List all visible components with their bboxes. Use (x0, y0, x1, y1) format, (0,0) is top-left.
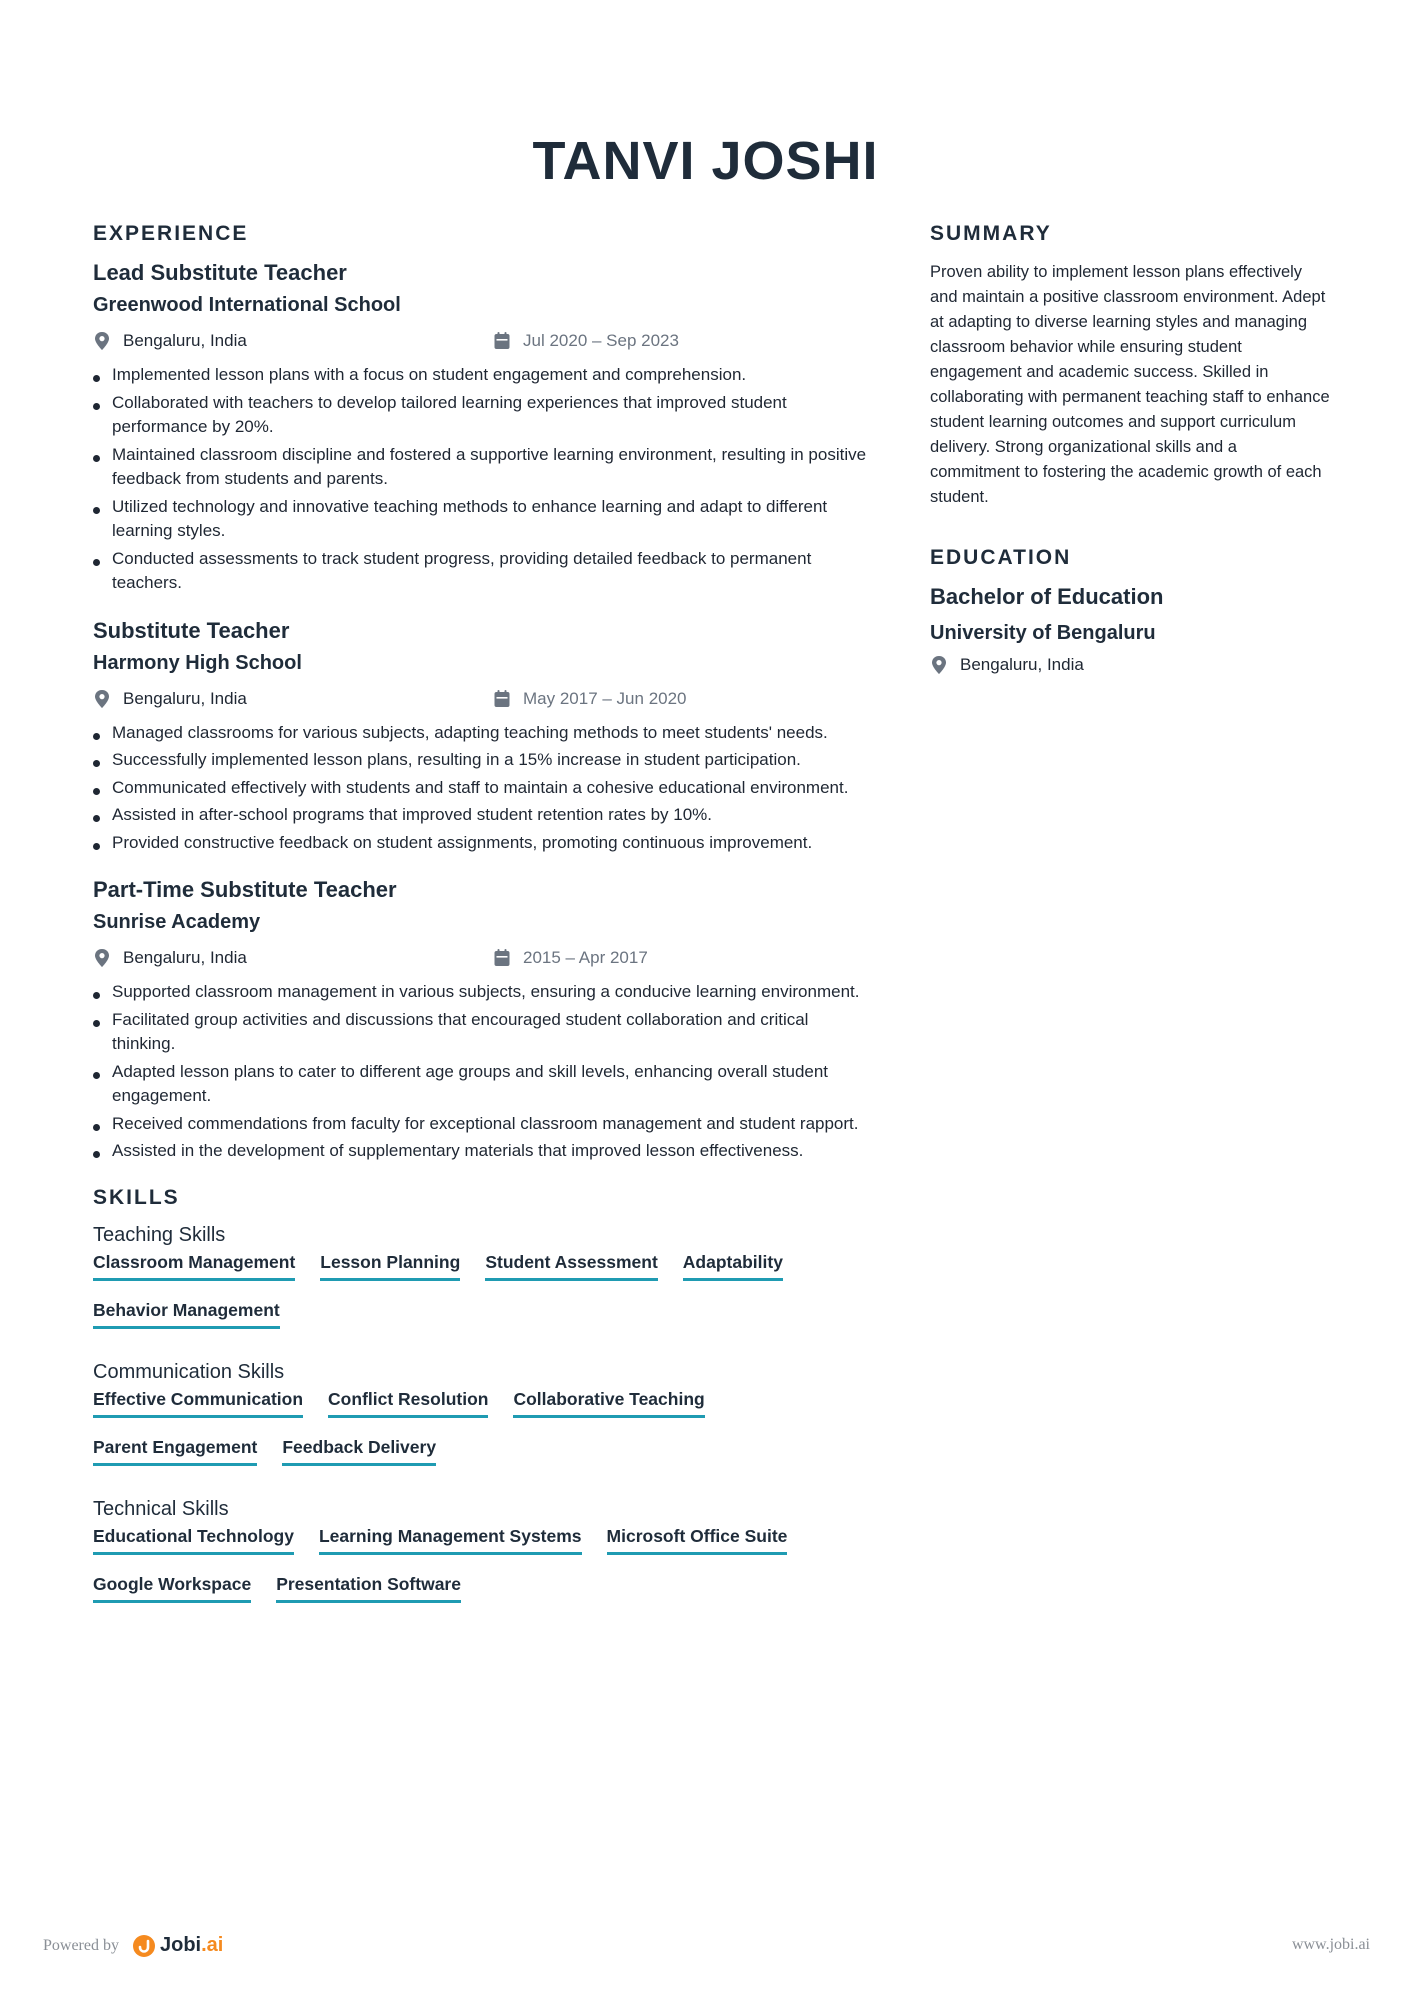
job-entry (93, 877, 873, 1164)
job-bullet: Managed classrooms for various subjects, adapting teaching methods to meet students' needs. (93, 721, 873, 746)
summary-heading: SUMMARY (930, 222, 1052, 245)
skill-tag: Feedback Delivery (282, 1436, 436, 1466)
job-dates-text: 2015 – Apr 2017 (523, 948, 648, 967)
skill-tag: Classroom Management (93, 1251, 295, 1281)
job-dates-text: May 2017 – Jun 2020 (523, 688, 687, 708)
job-meta (93, 948, 873, 972)
job-location (93, 948, 247, 968)
skill-group-title: Communication Skills (93, 1360, 285, 1383)
job-location (93, 331, 247, 351)
skill-tag: Behavior Management (93, 1299, 280, 1329)
job-bullet: Assisted in the development of supplementary materials that improved lesson effectiveness. (93, 1139, 873, 1164)
location-pin-icon (93, 331, 111, 351)
job-meta (93, 331, 873, 355)
job-bullet: Adapted lesson plans to cater to different age groups and skill levels, enhancing overall student engagement. (93, 1060, 873, 1109)
education-school: University of Bengaluru (930, 622, 1156, 644)
job-bullet: Conducted assessments to track student progress, providing detailed feedback to permanent teachers. (93, 547, 873, 596)
calendar-icon (493, 948, 511, 968)
skill-tags (93, 1525, 873, 1621)
education-location-text: Bengaluru, India (960, 655, 1084, 674)
job-dates-text: Jul 2020 – Sep 2023 (523, 331, 679, 350)
skill-tags (93, 1251, 873, 1347)
job-bullet: Successfully implemented lesson plans, resulting in a 15% increase in student participation. (93, 748, 873, 773)
job-bullets (93, 363, 873, 596)
job-location-text: Bengaluru, India (123, 688, 247, 708)
skill-tag: Effective Communication (93, 1388, 303, 1418)
job-company: Sunrise Academy (93, 911, 261, 933)
job-bullet: Facilitated group activities and discussions that encouraged student collaboration and critical thinking. (93, 1008, 873, 1057)
skills-section (93, 1186, 873, 1621)
experience-heading: EXPERIENCE (93, 222, 249, 245)
job-dates (493, 689, 687, 709)
skill-group (93, 1224, 873, 1347)
skill-groups (93, 1224, 873, 1621)
job-bullet: Utilized technology and innovative teaching methods to enhance learning and adapt to different learning styles. (93, 495, 873, 544)
summary-text: Proven ability to implement lesson plans effectively and maintain a positive classroom environment. Adept at adapting to diverse learning styles and managing classroom behavior while ensuring student engagement and academic success. Skilled in collaborating with permanent teaching staff to enhance student learning outcomes and support curriculum delivery. Strong organizational skills and a commitment to fostering the academic growth of each student. (930, 263, 1330, 506)
website-link[interactable]: www.jobi.ai (1291, 1936, 1370, 1953)
skill-tag: Parent Engagement (93, 1436, 257, 1466)
skill-tag: Learning Management Systems (319, 1525, 582, 1555)
skill-tag: Educational Technology (93, 1525, 294, 1555)
job-bullet: Supported classroom management in various subjects, ensuring a conducive learning environment. (93, 980, 873, 1005)
skill-tag: Adaptability (683, 1251, 783, 1281)
job-bullet: Maintained classroom discipline and fostered a supportive learning environment, resulting in positive feedback from students and parents. (93, 443, 873, 492)
skill-tag: Conflict Resolution (328, 1388, 488, 1418)
education-location (930, 655, 1330, 675)
job-bullet: Assisted in after-school programs that improved student retention rates by 10%. (93, 803, 873, 828)
job-bullet: Communicated effectively with students and staff to maintain a cohesive educational environment. (93, 776, 873, 801)
location-pin-icon (93, 689, 111, 709)
skill-tags (93, 1388, 873, 1484)
right-column (930, 222, 1330, 675)
experience-list (93, 260, 873, 1164)
job-bullets (93, 980, 873, 1164)
jobi-logo-text[interactable] (160, 1934, 223, 1957)
job-bullets (93, 721, 873, 856)
job-company: Greenwood International School (93, 294, 401, 316)
job-bullet: Provided constructive feedback on student assignments, promoting continuous improvement. (93, 831, 873, 856)
skill-group (93, 1361, 873, 1484)
job-location-text: Bengaluru, India (123, 948, 247, 967)
skill-group (93, 1498, 873, 1621)
skill-tag: Google Workspace (93, 1573, 251, 1603)
logo-main: Jobi (159, 1934, 202, 1956)
job-bullet: Implemented lesson plans with a focus on student engagement and comprehension. (93, 363, 873, 388)
skill-tag: Lesson Planning (320, 1251, 460, 1281)
skill-tag: Collaborative Teaching (513, 1388, 704, 1418)
job-location (93, 689, 247, 709)
jobi-logo-icon (133, 1935, 155, 1957)
location-pin-icon (93, 948, 111, 968)
job-bullet: Received commendations from faculty for exceptional classroom management and student rapport. (93, 1112, 873, 1137)
job-bullet: Collaborated with teachers to develop tailored learning experiences that improved student performance by 20%. (93, 391, 873, 440)
job-title: Substitute Teacher (93, 617, 290, 643)
job-location-text: Bengaluru, India (123, 331, 247, 350)
skills-heading: SKILLS (93, 1185, 180, 1209)
candidate-name: TANVI JOSHI (532, 131, 879, 191)
powered-by-label: Powered by (43, 1936, 119, 1954)
powered-by (43, 1934, 223, 1957)
skill-tag: Microsoft Office Suite (607, 1525, 788, 1555)
job-entry (93, 260, 873, 596)
calendar-icon (493, 689, 511, 709)
skill-group-title: Technical Skills (93, 1497, 229, 1520)
job-entry (93, 618, 873, 856)
job-meta (93, 689, 873, 713)
skill-group-title: Teaching Skills (93, 1223, 226, 1246)
skill-tag: Presentation Software (276, 1573, 461, 1603)
education-degree: Bachelor of Education (930, 584, 1164, 609)
left-column (93, 222, 873, 1635)
job-company: Harmony High School (93, 651, 302, 674)
education-heading: EDUCATION (930, 546, 1072, 569)
calendar-icon (493, 331, 511, 351)
job-dates (493, 948, 648, 968)
job-title: Part-Time Substitute Teacher (93, 877, 397, 902)
location-pin-icon (930, 655, 948, 675)
logo-suffix: .ai (201, 1934, 224, 1956)
job-dates (493, 331, 679, 351)
skill-tag: Student Assessment (485, 1251, 657, 1281)
job-title: Lead Substitute Teacher (93, 260, 347, 285)
